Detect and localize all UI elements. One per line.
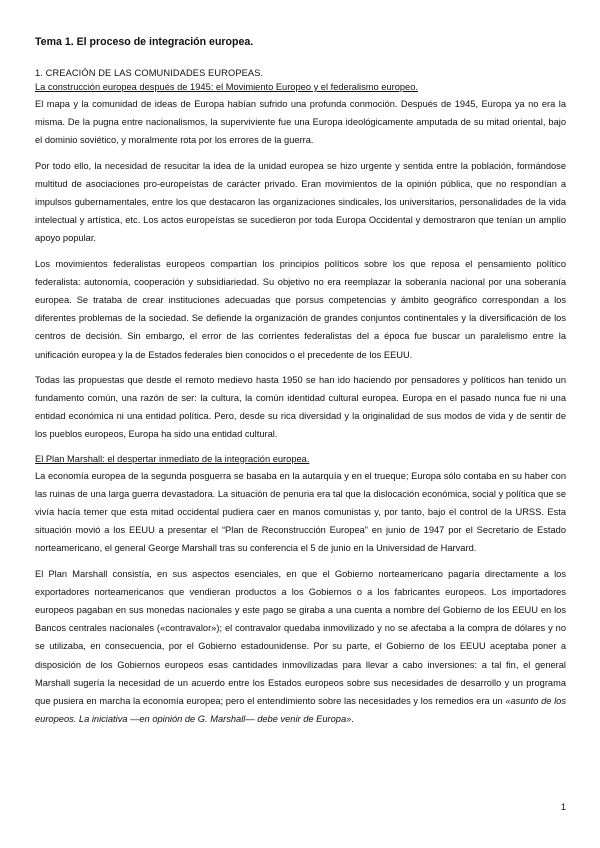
paragraph-text: El Plan Marshall consistía, en sus aspectos esenciales, en que el Gobierno norteamericano pagaría directamente a los exportadores norteamericanos que vendieran productos a los Gobiernos o a los fabricantes europeos. Los importadores europeos pagaban en sus monedas nacionales y este pago se giraba a una cuenta a nombre del Gobierno de los EEUU en los Bancos centrales nacionales («contravalor»); el contravalor quedaba inmovilizado y no se afectaba a la compra de dólares y no se utilizaba, en consecuencia, por el Gobierno estadounidense. Por su parte, el Gobierno de los EEUU aceptaba poner a disposición de los Gobiernos europeos esas cantidades inmovilizadas para llevar a cabo inversiones: a tal fin, el general Marshall sugería la necesidad de un acuerdo entre los Estados europeos sobre sus necesidades de desarrollo y un programa que pusiera en marcha la economía europea; pero el entendimiento sobre las necesidades y los remedios era un bbox=[35, 568, 566, 707]
paragraph bbox=[35, 565, 566, 729]
italic-quote: «asunto de los europeos. La iniciativa —en opinión de G. Marshall— debe venir de Europa» bbox=[35, 696, 566, 725]
document-title: Tema 1. El proceso de integración europea. bbox=[35, 36, 254, 48]
paragraph: El mapa y la comunidad de ideas de Europa habían sufrido una profunda conmoción. Después de 1945, Europa ya no era la misma. De la pugna entre nacionalismos, la superviviente fue una Europa ideológicamente amputada de su mitad oriental, bajo el dominio soviético, y moralmente rota por los errores de la guerra. bbox=[35, 99, 566, 146]
paragraph: Los movimientos federalistas europeos compartían los principios políticos sobre los que reposa el pensamiento político federalista: autonomía, cooperación y subsidiariedad. Su objetivo no era reemplazar la soberanía nacional por una soberanía europea. Se trataba de crear instituciones adecuadas que porsus competencias y ámbito geográfico correspondan a los diferentes problemas de la sociedad. Se defiende la organización de grandes conjuntos continentales y la diversificación de los centros de decisión. Sin embargo, el error de las corrientes federalistas del a época fue buscar un paralelismo entre la unificación europea y la de Estados federales bien conocidos o el precedente de los EEUU. bbox=[35, 258, 566, 360]
paragraph: Todas las propuestas que desde el remoto medievo hasta 1950 se han ido haciendo por pensadores y políticos han tenido un fundamento común, una razón de ser: la cultura, la común identidad cultural europea. Europa en el pasado nunca fue ni una entidad económica ni una entidad política. Pero, desde su rica diversidad y la originalidad de sus modos de vida y de sentir de los pueblos europeos, Europa ha sido una entidad cultural. bbox=[35, 374, 566, 440]
document-page bbox=[35, 36, 566, 736]
paragraph: Por todo ello, la necesidad de resucitar la idea de la unidad europea se hizo urgente y sentida entre la población, formándose multitud de asociaciones pro-europeístas de carácter privado. Eran movimientos de la opinión pública, que no respondían a impulsos gubernamentales, entre los que destacaron las organizaciones sindicales, los universitarios, personalidades de la vida intelectual y artística, etc. Los actos europeístas se sucedieron por toda Europa Occidental y demostraron que tenían un amplio apoyo popular. bbox=[35, 160, 566, 244]
section-heading: 1. CREACIÓN DE LAS COMUNIDADES EUROPEAS. bbox=[35, 68, 264, 78]
paragraph-end: . bbox=[351, 714, 354, 725]
paragraph: La economía europea de la segunda posguerra se basaba en la autarquía y en el trueque; Europa sólo contaba en su haber con las ruinas de una larga guerra devastadora. La situación de penuria era tal que la dislocación económica, social y política que se vivía hacía temer que esta mitad occidental pudiera caer en manos comunistas y, por tanto, bajo el control de la URSS. Esta situación movió a los EEUU a presentar el “Plan de Reconstrucción Europea” en junio de 1947 por el Secretario de Estado norteamericano, el general George Marshall tras su conferencia el 5 de junio en la Universidad de Harvard. bbox=[35, 470, 566, 554]
subheading-construccion: La construcción europea después de 1945: el Movimiento Europeo y el federalismo europeo. bbox=[35, 82, 418, 92]
subheading-plan-marshall: El Plan Marshall: el despertar inmediato de la integración europea. bbox=[35, 453, 310, 464]
page-number: 1 bbox=[560, 802, 566, 812]
